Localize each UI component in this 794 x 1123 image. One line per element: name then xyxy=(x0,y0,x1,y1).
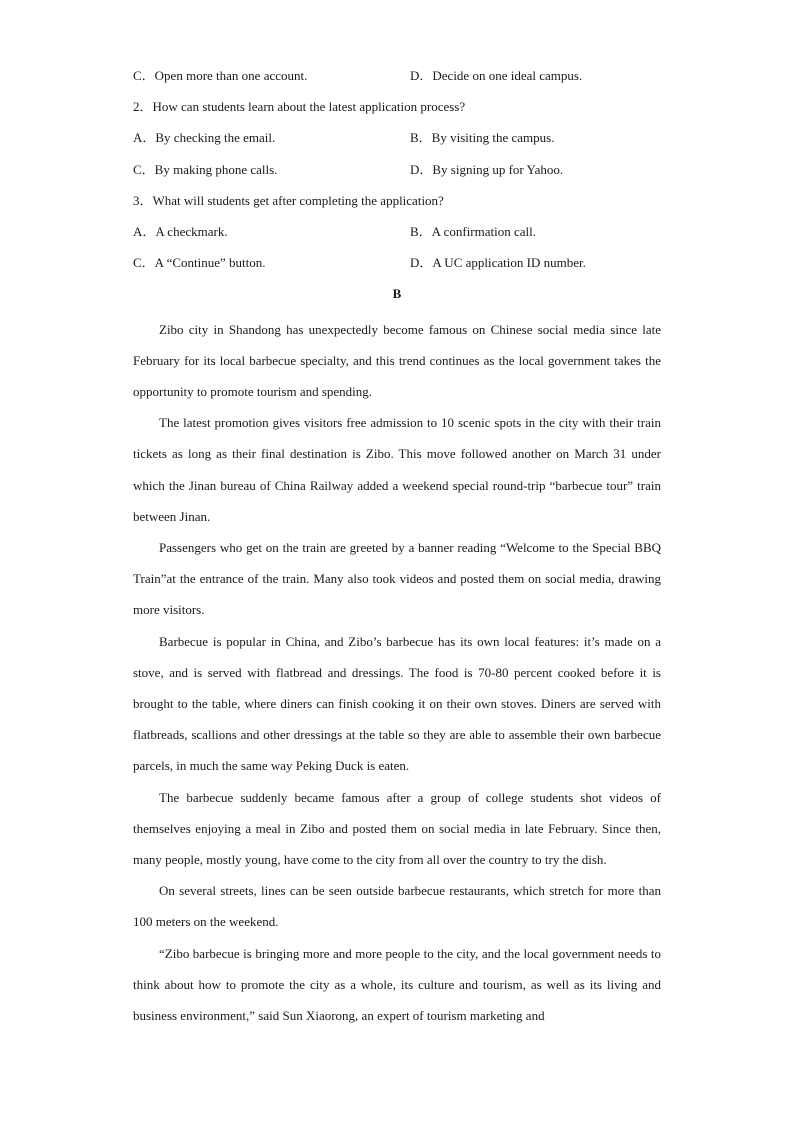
passage-paragraph: Zibo city in Shandong has unexpectedly become famous on Chinese social media since late February for its local barbecue specialty, and this trend continues as the local government takes the opportunity to promote tourism and spending. xyxy=(133,321,661,399)
option-d: D．Decide on one ideal campus. xyxy=(410,68,583,83)
option-a: A．By checking the email. xyxy=(133,130,276,146)
question-2-stem: 2．How can students learn about the latest application process? xyxy=(133,99,466,115)
q3-options-row-ab xyxy=(133,220,661,251)
q2-options-row-cd xyxy=(133,158,661,189)
section-title: B xyxy=(392,286,402,302)
option-d: D．A UC application ID number. xyxy=(410,255,586,271)
passage-paragraph: The barbecue suddenly became famous after a group of college students shot videos of themselves enjoying a meal in Zibo and posted them on social media in late February. Since then, many people, mostly young, have come to the city from all over the country to try the dish. xyxy=(133,789,661,867)
option-c: C．Open more than one account. xyxy=(133,68,308,83)
option-b: B．By visiting the campus. xyxy=(410,130,555,146)
passage-paragraph: On several streets, lines can be seen outside barbecue restaurants, which stretch for more than 100 meters on the weekend. xyxy=(133,883,661,930)
option-c: C．A “Continue” button. xyxy=(133,255,266,271)
passage-paragraph: Barbecue is popular in China, and Zibo’s barbecue has its own local features: it’s made on a stove, and is served with flatbread and dressings. The food is 70-80 percent cooked before it is brought to the table, where diners can finish cooking it on their own stoves. Diners are served with flatbreads, scallions and other dressings at the table so they are able to assemble their own barbecue parcels, in much the same way Peking Duck is eaten. xyxy=(133,633,661,774)
passage-paragraph: “Zibo barbecue is bringing more and more people to the city, and the local government needs to think about how to promote the city as a whole, its culture and tourism, as well as its living and business environment,” said Sun Xiaorong, an expert of tourism marketing and xyxy=(133,945,661,1023)
q2-options-row-ab xyxy=(133,126,661,157)
option-c: C．By making phone calls. xyxy=(133,161,278,177)
document-page xyxy=(133,64,661,1031)
passage-paragraph: Passengers who get on the train are greeted by a banner reading “Welcome to the Special BBQ Train”at the entrance of the train. Many also took videos and posted them on social media, drawing more visitors. xyxy=(133,539,661,618)
question-3-stem: 3．What will students get after completing the application? xyxy=(133,192,444,208)
passage-paragraph: The latest promotion gives visitors free admission to 10 scenic spots in the city with their train tickets as long as their final destination is Zibo. This move followed another on March 31 under which the Jinan bureau of China Railway added a weekend special round-trip “barbecue tour” train between Jinan. xyxy=(133,415,661,524)
option-d: D．By signing up for Yahoo. xyxy=(410,161,564,177)
option-b: B．A confirmation call. xyxy=(410,223,537,239)
q1-options-row-cd xyxy=(133,64,661,95)
q3-options-row-cd xyxy=(133,251,661,282)
option-a: A．A checkmark. xyxy=(133,223,228,239)
